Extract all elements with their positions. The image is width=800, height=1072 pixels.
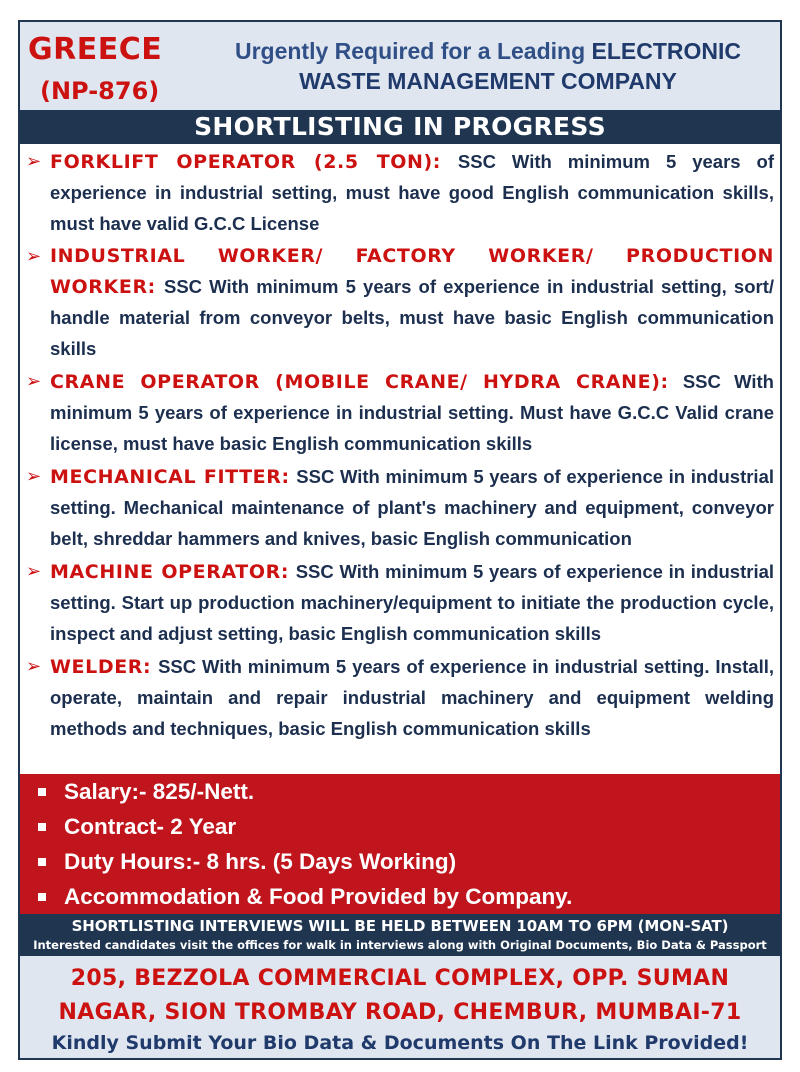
job-title: INDUSTRIAL WORKER/ FACTORY WORKER/ PRODUCTION WORKER: (50, 245, 774, 298)
interview-banner (20, 914, 780, 956)
job-description: SSC With minimum 5 years of experience in industrial setting, must have good English communication skills, must have valid G.C.C License (50, 151, 774, 234)
benefit-text: Salary:- 825/-Nett. (64, 779, 255, 804)
job-item (20, 462, 780, 555)
benefits-panel (20, 774, 780, 914)
job-list (20, 147, 780, 747)
benefit-item (20, 844, 780, 879)
benefit-item (20, 879, 780, 914)
job-title: FORKLIFT OPERATOR (2.5 TON): (50, 151, 441, 173)
square-bullet-icon (38, 893, 46, 901)
arrow-bullet-icon: ➢ (26, 151, 42, 172)
square-bullet-icon (38, 823, 46, 831)
arrow-bullet-icon: ➢ (26, 246, 42, 267)
headline (198, 36, 778, 96)
interview-schedule: SHORTLISTING INTERVIEWS WILL BE HELD BETWEEN 10AM TO 6PM (MON-SAT) (71, 917, 729, 935)
job-title: WELDER: (50, 656, 152, 678)
arrow-bullet-icon: ➢ (26, 371, 42, 392)
address-line: 205, BEZZOLA COMMERCIAL COMPLEX, OPP. SUMAN (70, 966, 730, 991)
benefit-item (20, 774, 780, 809)
poster-header (20, 22, 780, 110)
benefit-text: Contract- 2 Year (64, 814, 237, 839)
job-title: CRANE OPERATOR (MOBILE CRANE/ HYDRA CRANE): (50, 371, 669, 393)
job-item (20, 557, 780, 650)
job-title: MECHANICAL FITTER: (50, 466, 290, 488)
job-description: SSC With minimum 5 years of experience in industrial setting. Start up production machinery/equipment to initiate the production cycle, inspect and adjust setting, basic English communication skills (50, 561, 775, 644)
arrow-bullet-icon: ➢ (26, 656, 42, 677)
benefit-text: Accommodation & Food Provided by Company. (64, 884, 573, 909)
job-item (20, 147, 780, 240)
country-title: GREECE (28, 32, 163, 67)
poster-footer (20, 956, 780, 1060)
job-poster (18, 20, 782, 1060)
benefit-text: Duty Hours:- 8 hrs. (5 Days Working) (64, 849, 457, 874)
square-bullet-icon (38, 858, 46, 866)
benefit-item (20, 809, 780, 844)
interview-instructions: Interested candidates visit the offices for walk in interviews along with Original Documents, Bio Data & Passport (33, 938, 767, 952)
job-description: SSC With minimum 5 years of experience in industrial setting. Mechanical maintenance of plant's machinery and equipment, conveyor belt, shreddar hammers and knives, basic English communication (50, 466, 774, 549)
square-bullet-icon (38, 788, 46, 796)
job-title: MACHINE OPERATOR: (50, 561, 290, 583)
job-item (20, 242, 780, 365)
headline-lead: Urgently Required for a Leading (234, 38, 586, 64)
arrow-bullet-icon: ➢ (26, 466, 42, 487)
submit-note: Kindly Submit Your Bio Data & Documents On The Link Provided! (51, 1032, 749, 1054)
job-description: SSC With minimum 5 years of experience in industrial setting. Must have G.C.C Valid crane license, must have basic English communication skills (50, 371, 774, 454)
reference-code: (NP-876) (40, 77, 160, 105)
status-banner: SHORTLISTING IN PROGRESS (20, 110, 780, 144)
address-line: NAGAR, SION TROMBAY ROAD, CHEMBUR, MUMBAI-71 (58, 1000, 742, 1025)
office-address (20, 956, 780, 1030)
job-description: SSC With minimum 5 years of experience in industrial setting, sort/ handle material from conveyor belts, must have basic English communication skills (50, 276, 774, 359)
arrow-bullet-icon: ➢ (26, 561, 42, 582)
job-description: SSC With minimum 5 years of experience in industrial setting. Install, operate, maintain and repair industrial machinery and equipment welding methods and techniques, basic English communication skills (50, 656, 774, 739)
job-item (20, 367, 780, 460)
headline-company: ELECTRONIC WASTE MANAGEMENT COMPANY (299, 38, 742, 94)
job-item (20, 652, 780, 745)
